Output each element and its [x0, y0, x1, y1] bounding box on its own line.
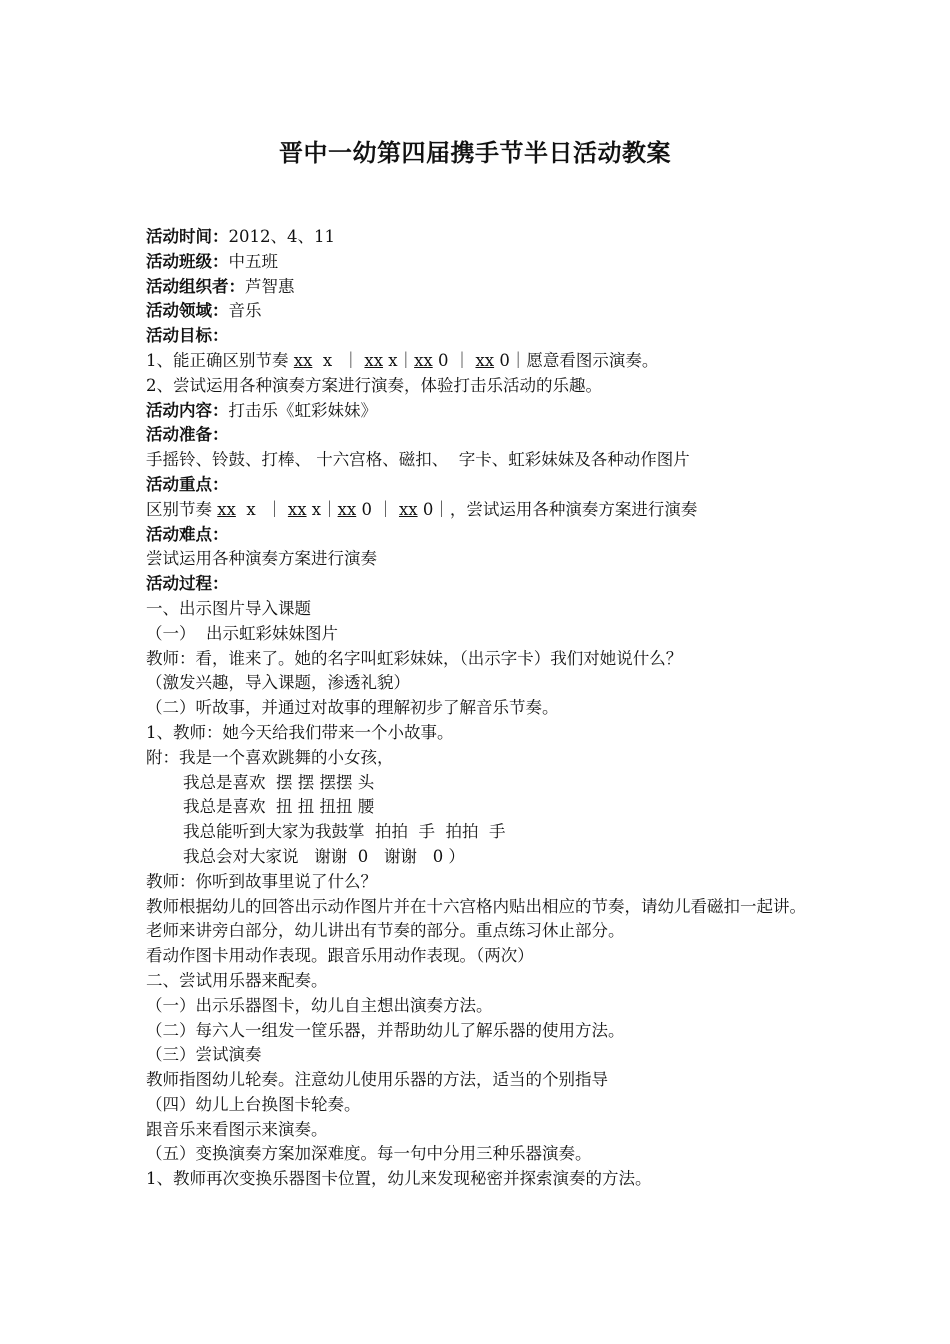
time-line — [146, 225, 816, 250]
process-line: 老师来讲旁白部分，幼儿讲出有节奏的部分。重点练习休止部分。 — [146, 921, 625, 941]
rhythm-xx: xx — [287, 499, 307, 519]
goal-1-text: x｜ — [383, 350, 415, 370]
goal-1-text: 0｜愿意看图示演奏。 — [494, 350, 659, 370]
class-label: 活动班级： — [146, 251, 229, 271]
process-line: （二）听故事，并通过对故事的理解初步了解音乐节奏。 — [146, 698, 559, 718]
process-line: （五）变换演奏方案加深难度。每一句中分用三种乐器演奏。 — [146, 1144, 592, 1164]
rhythm-xx: xx — [364, 350, 384, 370]
process-line: 一、出示图片导入课题 — [146, 598, 311, 618]
story-line: 我总会对大家说 谢谢 0 谢谢 0 ） — [183, 846, 465, 866]
focus-text: 区别节奏 — [146, 499, 218, 519]
process-line: 教师：你听到故事里说了什么？ — [146, 871, 377, 891]
content-line — [146, 399, 816, 424]
focus-text: 0 ｜ — [356, 499, 399, 519]
rhythm-xx: xx — [217, 499, 236, 519]
organizer-value: 芦智惠 — [245, 276, 295, 296]
domain-value: 音乐 — [228, 301, 262, 321]
content-value: 打击乐《虹彩妹妹》 — [228, 400, 377, 420]
goal-2: 2、尝试运用各种演奏方案进行演奏，体验打击乐活动的乐趣。 — [146, 375, 602, 395]
difficulty-value: 尝试运用各种演奏方案进行演奏 — [146, 549, 377, 569]
rhythm-xx: xx — [398, 499, 418, 519]
goal-1 — [146, 349, 816, 374]
organizer-line — [146, 275, 816, 300]
rhythm-xx: xx — [337, 499, 357, 519]
rhythm-xx: xx — [293, 350, 313, 370]
process-label: 活动过程： — [146, 574, 229, 594]
story-line: 我总是喜欢 摆 摆 摆摆 头 — [183, 772, 375, 792]
prep-value: 手摇铃、铃鼓、打棒、 十六宫格、磁扣、 字卡、虹彩妹妹及各种动作图片 — [146, 450, 690, 470]
story-line: 我总是喜欢 扭 扭 扭扭 腰 — [183, 797, 375, 817]
time-value: 2012、4、11 — [228, 227, 335, 246]
domain-line — [146, 299, 816, 324]
process-line: （四）幼儿上台换图卡轮奏。 — [146, 1094, 361, 1114]
content-label: 活动内容： — [146, 400, 229, 420]
process-line: 看动作图卡用动作表现。跟音乐用动作表现。（两次） — [146, 946, 534, 966]
focus-text: x ｜ — [235, 499, 288, 519]
rhythm-xx: xx — [414, 350, 433, 370]
focus-label: 活动重点： — [146, 474, 229, 494]
process-line: （一） 出示虹彩妹妹图片 — [146, 623, 338, 643]
goal-1-text: 1、能正确区别节奏 — [146, 350, 294, 370]
process-line: 跟音乐来看图示来演奏。 — [146, 1119, 328, 1139]
goal-1-text: 0 ｜ — [432, 350, 476, 370]
process-line: （二）每六人一组发一筐乐器，并帮助幼儿了解乐器的使用方法。 — [146, 1020, 625, 1040]
time-label: 活动时间： — [146, 227, 229, 246]
goal-1-text: x ｜ — [312, 350, 365, 370]
process-line: 教师：看，谁来了。她的名字叫虹彩妹妹，（出示字卡）我们对她说什么？ — [146, 648, 683, 668]
class-value: 中五班 — [228, 251, 278, 271]
document-title: 晋中一幼第四届携手节半日活动教案 — [279, 139, 671, 167]
process-line: 1、教师：她今天给我们带来一个小故事。 — [146, 722, 454, 742]
focus-value — [146, 498, 816, 523]
document-body — [146, 225, 816, 1192]
rhythm-xx: xx — [475, 350, 495, 370]
process-line: （三）尝试演奏 — [146, 1045, 262, 1065]
class-line — [146, 250, 816, 275]
domain-label: 活动领域： — [146, 301, 229, 321]
prep-label: 活动准备： — [146, 425, 229, 445]
process-paragraph: 教师根据幼儿的回答出示动作图片并在十六宫格内贴出相应的节奏，请幼儿看磁扣一起讲。 — [146, 896, 806, 916]
organizer-label: 活动组织者： — [146, 276, 245, 296]
process-line: 附：我是一个喜欢跳舞的小女孩， — [146, 747, 394, 767]
goals-label: 活动目标： — [146, 326, 229, 346]
process-line: （激发兴趣，导入课题，渗透礼貌） — [146, 673, 410, 693]
process-line: 教师指图幼儿轮奏。注意幼儿使用乐器的方法，适当的个别指导 — [146, 1070, 608, 1090]
focus-text: x｜ — [306, 499, 338, 519]
process-line: （一）出示乐器图卡，幼儿自主想出演奏方法。 — [146, 995, 493, 1015]
story-line: 我总能听到大家为我鼓掌 拍拍 手 拍拍 手 — [183, 822, 506, 842]
focus-text: 0｜，尝试运用各种演奏方案进行演奏 — [417, 499, 698, 519]
difficulty-label: 活动难点： — [146, 524, 229, 544]
process-line: 二、尝试用乐器来配奏。 — [146, 970, 328, 990]
process-line: 1、教师再次变换乐器图卡位置，幼儿来发现秘密并探索演奏的方法。 — [146, 1169, 652, 1189]
